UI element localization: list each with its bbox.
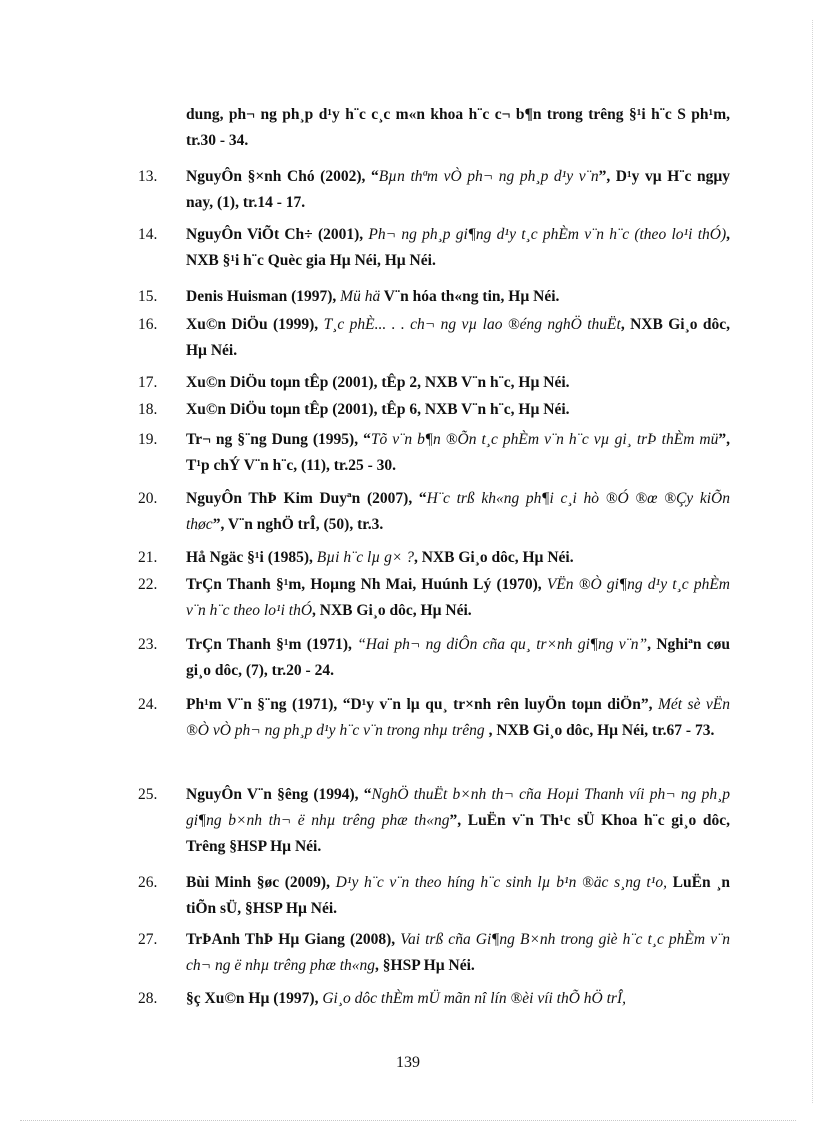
reference-text xyxy=(186,284,730,310)
reference-number: 26. xyxy=(138,874,158,891)
reference-segment: , Nghiªn cøu gi¸o dôc, (7), tr.20 - 24. xyxy=(186,636,730,679)
reference-segment: §ç Xu©n Hµ (1997), xyxy=(186,990,323,1007)
reference-title: Gi¸o dôc thÈm mÜ mãn nî lín ®èi víi thÕ hÖ trÎ, xyxy=(322,990,627,1007)
reference-continuation: dung, ph¬ ng ph¸p d¹y h¨c c¸c m«n khoa h¨c c¬ b¶n trong trêng §¹i h¨c S ph¹m, tr.30 - 34. xyxy=(186,106,730,149)
reference-segment: V¨n hóa th«ng tin, Hµ Néi. xyxy=(380,288,560,305)
reference-number: 15. xyxy=(138,288,158,305)
reference-text xyxy=(186,312,730,364)
reference-title: Ph¬ ng ph¸p gi¶ng d¹y t¸c phÈm v¨n h¨c (theo lo¹i thÓ) xyxy=(368,226,727,243)
page-right-border xyxy=(812,20,813,1103)
reference-text xyxy=(186,572,730,624)
reference-segment: NguyÔn V¨n §êng (1994), “ xyxy=(186,786,372,803)
reference-segment: , NXB Gi¸o dôc, Hµ Néi. xyxy=(312,602,472,619)
reference-number: 16. xyxy=(138,316,158,333)
reference-segment: , NXB Gi¸o dôc, Hµ Néi. xyxy=(413,549,574,566)
reference-segment: TrÇn Thanh §¹m (1971), xyxy=(186,636,358,653)
reference-segment: Bùi Minh §øc (2009), xyxy=(186,874,336,891)
page-number: 139 xyxy=(396,1054,420,1071)
reference-segment: ”, T¹p chÝ V¨n h¨c, (11), tr.25 - 30. xyxy=(186,431,731,474)
reference-number: 23. xyxy=(138,636,158,653)
reference-segment: Denis Huisman (1997), xyxy=(186,288,341,305)
reference-number: 25. xyxy=(138,786,158,803)
reference-segment: LuËn ¸n tiÕn sÜ, §HSP Hµ Néi. xyxy=(186,874,730,917)
reference-segment: TrÇn Thanh §¹m, Hoµng Nh Mai, Huúnh Lý (1970), xyxy=(186,576,547,593)
reference-title: Bµi h¨c lµ g× ? xyxy=(316,549,414,566)
reference-segment: ”, D¹y vµ H¨c ngµy nay, (1), tr.14 - 17. xyxy=(186,168,731,211)
reference-number: 24. xyxy=(138,696,158,713)
reference-title: Bµn thªm vÒ ph¬ ng ph¸p d¹y v¨n xyxy=(378,168,599,185)
reference-number: 17. xyxy=(138,374,158,391)
reference-segment: NguyÔn ViÕt Ch÷ (2001), xyxy=(186,226,369,243)
reference-number: 22. xyxy=(138,576,158,593)
reference-segment: , NXB Gi¸o dôc, Hµ Néi, tr.67 - 73. xyxy=(488,722,715,739)
reference-text xyxy=(186,870,730,922)
reference-segment: , NXB §¹i h¨c Quèc gia Hµ Néi, Hµ Néi. xyxy=(186,226,731,269)
reference-number: 14. xyxy=(138,226,158,243)
reference-title: “Hai ph¬ ng diÔn cña qu¸ tr×nh gi¶ng v¨n” xyxy=(357,636,648,653)
reference-text xyxy=(186,927,730,979)
reference-title: Mü hä xyxy=(340,288,381,305)
reference-title: NghÖ thuËt b×nh th¬ cña Hoµi Thanh víi ph¬ ng ph¸p gi¶ng b×nh th¬ ë nhµ trêng phæ th«ng xyxy=(186,786,730,829)
reference-title: Tõ v¨n b¶n ®Õn t¸c phÈm v¨n h¨c vµ gi¸ trÞ thÈm mü xyxy=(370,431,719,448)
reference-title: Mét sè vËn ®Ò vÒ ph¬ ng ph¸p d¹y h¨c v¨n trong nhµ trêng xyxy=(186,696,731,739)
reference-number: 18. xyxy=(138,401,158,418)
reference-segment: , NXB Gi¸o dôc, Hµ Néi. xyxy=(186,316,731,359)
reference-text xyxy=(186,545,730,571)
reference-text xyxy=(186,782,730,860)
reference-title: Vai trß cña Gi¶ng B×nh trong giè h¨c t¸c phÈm v¨n ch¬ ng ë nhµ trêng phæ th«ng xyxy=(186,931,730,974)
reference-number: 21. xyxy=(138,549,158,566)
reference-text xyxy=(186,370,730,396)
reference-title: D¹y h¨c v¨n theo híng h¨c sinh lµ b¹n ®äc s¸ng t¹o, xyxy=(335,874,667,891)
reference-segment: NguyÔn ThÞ Kim Duyªn (2007), “ xyxy=(186,490,427,507)
reference-segment: Xu©n DiÖu (1999), xyxy=(186,316,324,333)
reference-number: 28. xyxy=(138,990,158,1007)
reference-segment: TrÞAnh ThÞ Hµ Giang (2008), xyxy=(186,931,401,948)
reference-text xyxy=(186,164,730,216)
reference-text xyxy=(186,986,730,1012)
reference-text xyxy=(186,486,730,538)
reference-number: 19. xyxy=(138,431,158,448)
reference-segment: ”, LuËn v¨n Th¹c sÜ Khoa h¨c gi¸o dôc, Trêng §HSP Hµ Néi. xyxy=(186,812,731,855)
reference-segment: Ph¹m V¨n §¨ng (1971), “D¹y v¨n lµ qu¸ tr×nh rên luyÖn toµn diÖn”, xyxy=(186,696,658,713)
reference-segment: , §HSP Hµ Néi. xyxy=(375,957,475,974)
reference-text xyxy=(186,427,730,479)
reference-title: VËn ®Ò gi¶ng d¹y t¸c phÈm v¨n h¨c theo lo¹i thÓ xyxy=(186,576,730,619)
reference-segment: Xu©n DiÖu toµn tÊp (2001), tÊp 2, NXB V¨n h¨c, Hµ Néi. xyxy=(186,374,570,391)
reference-segment: Hå Ngäc §¹i (1985), xyxy=(186,549,317,566)
reference-text xyxy=(186,632,730,684)
page-bottom-border xyxy=(20,1120,796,1121)
reference-segment: ”, V¨n nghÖ trÎ, (50), tr.3. xyxy=(212,516,384,533)
reference-number: 13. xyxy=(138,168,158,185)
reference-segment: Xu©n DiÖu toµn tÊp (2001), tÊp 6, NXB V¨n h¨c, Hµ Néi. xyxy=(186,401,570,418)
reference-text xyxy=(186,222,730,274)
reference-title: H¨c trß kh«ng ph¶i c¸i hò ®Ó ®œ ®Çy kiÕn thøc xyxy=(186,490,730,533)
reference-segment: Tr¬ ng §¨ng Dung (1995), “ xyxy=(186,431,371,448)
reference-title: T¸c phÈ... . . ch¬ ng vµ lao ®éng nghÖ thuËt xyxy=(323,316,621,333)
reference-text xyxy=(186,397,730,423)
reference-segment: NguyÔn §×nh Chó (2002), “ xyxy=(186,168,379,185)
reference-number: 20. xyxy=(138,490,158,507)
reference-number: 27. xyxy=(138,931,158,948)
reference-text xyxy=(186,692,730,744)
